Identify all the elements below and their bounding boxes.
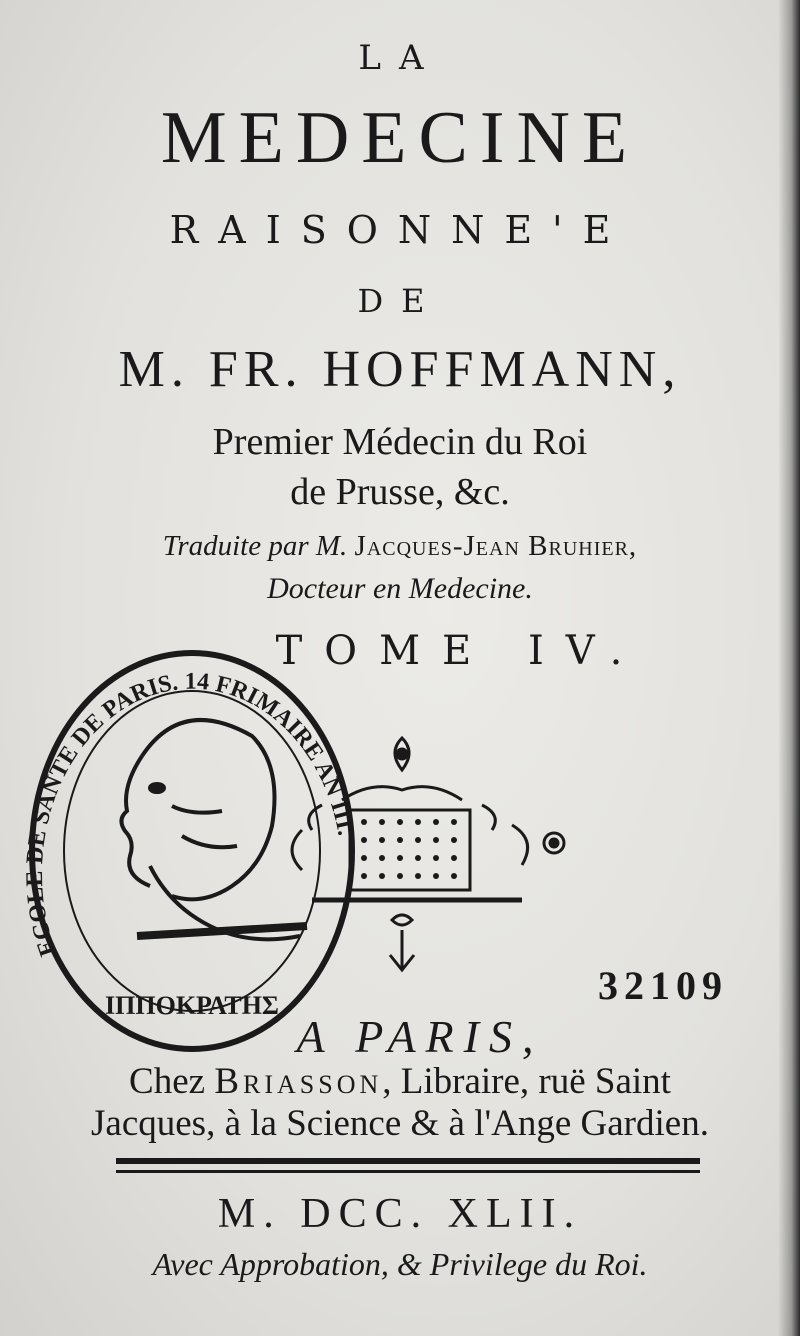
- privilege-line: Avec Approbation, & Privilege du Roi.: [152, 1246, 648, 1282]
- hippocrates-portrait: [121, 720, 307, 939]
- translator-prefix: Traduite par M.: [162, 530, 348, 562]
- imprint-publisher: [0, 1060, 800, 1103]
- book-subtitle: RAISONNE'E: [169, 208, 631, 252]
- stamp-inscription: ECOLE DE SANTE DE PARIS. 14 FRIMAIRE AN III.: [22, 668, 359, 960]
- book-title: MEDECINE: [160, 97, 640, 179]
- author-role-line2: de Prusse, &c.: [290, 471, 510, 513]
- imprint-year: M. DCC. XLII.: [217, 1191, 583, 1237]
- double-rule-thick: [116, 1158, 700, 1164]
- author-name: M. FR. HOFFMANN,: [118, 341, 682, 398]
- translator-role: Docteur en Medecine.: [267, 572, 533, 605]
- author-role-line1: Premier Médecin du Roi: [212, 421, 588, 463]
- title-article: LA: [358, 38, 442, 78]
- title-preposition: DE: [357, 282, 443, 320]
- imprint-address: Jacques, à la Science & à l'Ange Gardien.: [91, 1103, 709, 1144]
- translator-name: Jacques-Jean Bruhier,: [354, 530, 638, 562]
- double-rule-thin: [116, 1170, 700, 1173]
- catalog-number: 32109: [598, 963, 728, 1008]
- library-stamp: [22, 636, 362, 1056]
- imprint-city: A PARIS,: [296, 1011, 544, 1062]
- stamp-caption: ΙΠΠΟΚΡΑΤΗΣ: [105, 991, 279, 1020]
- publisher-suffix: , Libraire, ruë Saint: [382, 1061, 671, 1102]
- translator-line: [0, 530, 800, 563]
- publisher-name: Briasson: [214, 1061, 383, 1102]
- volume-number: TOME IV.: [275, 628, 645, 674]
- publisher-prefix: Chez: [129, 1061, 206, 1102]
